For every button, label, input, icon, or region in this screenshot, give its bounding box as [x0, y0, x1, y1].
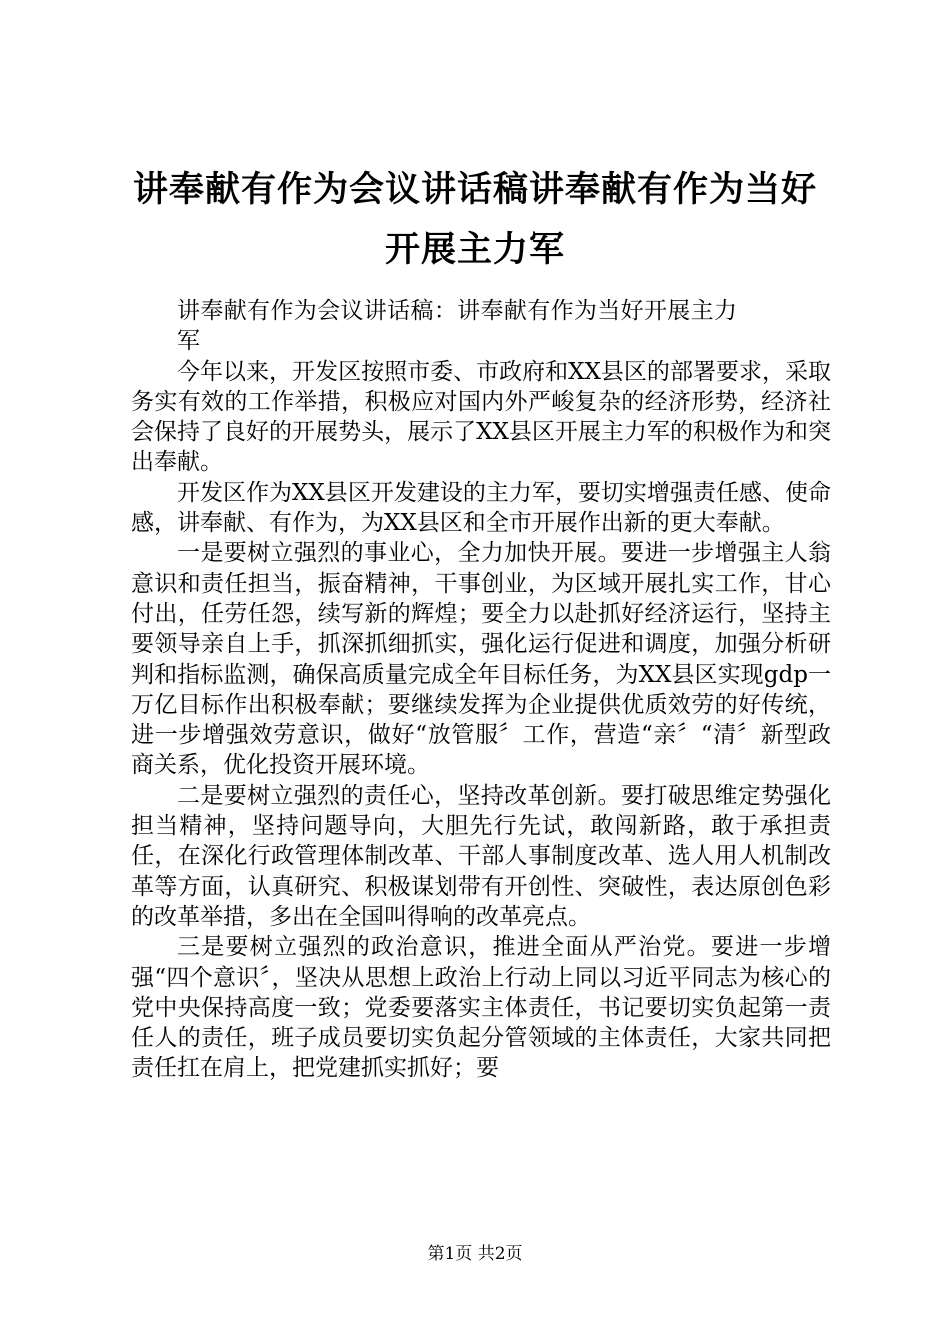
- paragraph: 今年以来，开发区按照市委、市政府和XX县区的部署要求，采取务实有效的工作举措，积极应对国内外严峻复杂的经济形势，经济社会保持了良好的开展势头，展示了XX县区开展主力军的积极作为和突出奉献。: [131, 358, 831, 476]
- paragraph: 三是要树立强烈的政治意识，推进全面从严治党。要进一步增强“四个意识〞，坚决从思想上政治上行动上同以习近平同志为核心的党中央保持高度一致；党委要落实主体责任，书记要切实负起第一责任人的责任，班子成员要切实负起分管领域的主体责任，大家共同把责任扛在肩上，把党建抓实抓好；要: [131, 934, 831, 1082]
- document-title: 讲奉献有作为会议讲话稿讲奉献有作为当好开展主力军: [132, 170, 817, 270]
- document-body: [131, 296, 831, 1084]
- paragraph: 一是要树立强烈的事业心，全力加快开展。要进一步增强主人翁意识和责任担当，振奋精神，干事创业，为区域开展扎实工作，甘心付出，任劳任怨，续写新的辉煌；要全力以赴抓好经济运行，坚持主要领导亲自上手，抓深抓细抓实，强化运行促进和调度，加强分析研判和指标监测，确保高质量完成全年目标任务，为XX县区实现gdp一万亿目标作出积极奉献；要继续发挥为企业提供优质效劳的好传统，进一步增强效劳意识，做好“放管服〞工作，营造“亲〞“清〞新型政商关系，优化投资开展环境。: [131, 540, 831, 779]
- page-number-footer: 第1页 共2页: [427, 1244, 523, 1264]
- paragraph: 二是要树立强烈的责任心，坚持改革创新。要打破思维定势强化担当精神，坚持问题导向，大胆先行先试，敢闯新路，敢于承担责任，在深化行政管理体制改革、干部人事制度改革、选人用人机制改革等方面，认真研究、积极谋划带有开创性、突破性，表达原创色彩的改革举措，多出在全国叫得响的改革亮点。: [131, 782, 831, 930]
- paragraph: 开发区作为XX县区开发建设的主力军，要切实增强责任感、使命感，讲奉献、有作为，为XX县区和全市开展作出新的更大奉献。: [131, 479, 831, 537]
- document-subtitle: 讲奉献有作为会议讲话稿：讲奉献有作为当好开展主力军: [177, 298, 737, 355]
